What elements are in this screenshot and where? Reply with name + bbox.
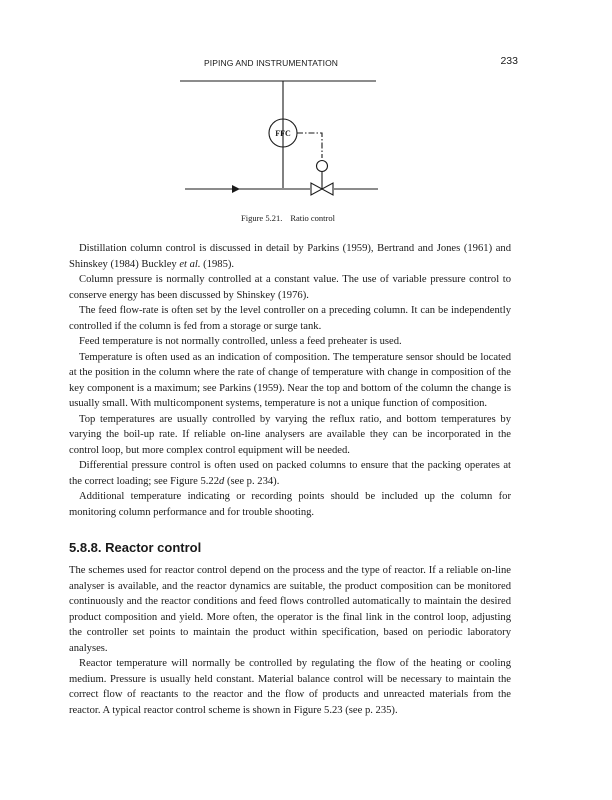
paragraph: The feed flow-rate is often set by the level controller on a preceding column. It can be independently controlled if the column is fed from a storage or surge tank. [69, 305, 511, 332]
distillation-text [69, 241, 511, 520]
caption-label: Figure 5.21. [241, 213, 283, 223]
paragraph: Distillation column control is discussed in detail by Parkins (1959), Bertrand and Jones (1961) and Shinskey (1984) Buckley et al. (1985). [69, 243, 511, 270]
ratio-control-diagram [180, 76, 385, 206]
page-number: 233 [500, 55, 518, 67]
running-head: PIPING AND INSTRUMENTATION [204, 58, 339, 68]
paragraph: Additional temperature indicating or recording points should be included up the column for monitoring column performance and for trouble shooting. [69, 491, 511, 518]
paragraph: Temperature is often used as an indication of composition. The temperature sensor should be located at the position in the column where the rate of change of temperature with change in composition of the key component is a maximum; see Parkins (1959). Near the top and bottom of the column the change is usually small. With multicomponent systems, temperature is not a unique function of composition. [69, 351, 511, 409]
paragraph: Differential pressure control is often used on packed columns to ensure that the packing operates at the correct loading; see Figure 5.22d (see p. 234). [69, 460, 511, 487]
paragraph: The schemes used for reactor control depend on the process and the type of reactor. If a reliable on-line analyser is available, and the reactor dynamics are suitable, the product composition can be monitored continuously and the reactor conditions and feed flows controlled automatically to maintain the desired product composition and yield. More often, the operator is the final link in the control loop, adjusting the controller set points to maintain the product within specification, based on periodic laboratory analyses. [69, 565, 511, 654]
paragraph: Reactor temperature will normally be controlled by regulating the flow of the heating or cooling medium. Pressure is usually held constant. Material balance control will be necessary to maintain the correct flow of reactants to the reactor and the flow of products and unreacted materials from the reactor. A typical reactor control scheme is shown in Figure 5.23 (see p. 235). [69, 658, 511, 716]
figure-caption [0, 213, 576, 223]
reactor-control-text [69, 563, 511, 718]
paragraph: Feed temperature is not normally controlled, unless a feed preheater is used. [79, 336, 402, 347]
ffc-tag: FFC [275, 129, 291, 138]
caption-title: Ratio control [290, 213, 335, 223]
valve-actuator [317, 161, 328, 172]
paragraph: Column pressure is normally controlled at a constant value. The use of variable pressure control to conserve energy has been discussed by Shinskey (1976). [69, 274, 511, 301]
signal-line [297, 133, 322, 158]
paragraph: Top temperatures are usually controlled by varying the reflux ratio, and bottom temperatures by varying the boil-up rate. If reliable on-line analysers are available they can be incorporated in the control loop, but more complex control equipment will be needed. [69, 413, 511, 456]
flow-arrow [232, 185, 240, 193]
section-heading: 5.8.8. Reactor control [69, 540, 202, 555]
